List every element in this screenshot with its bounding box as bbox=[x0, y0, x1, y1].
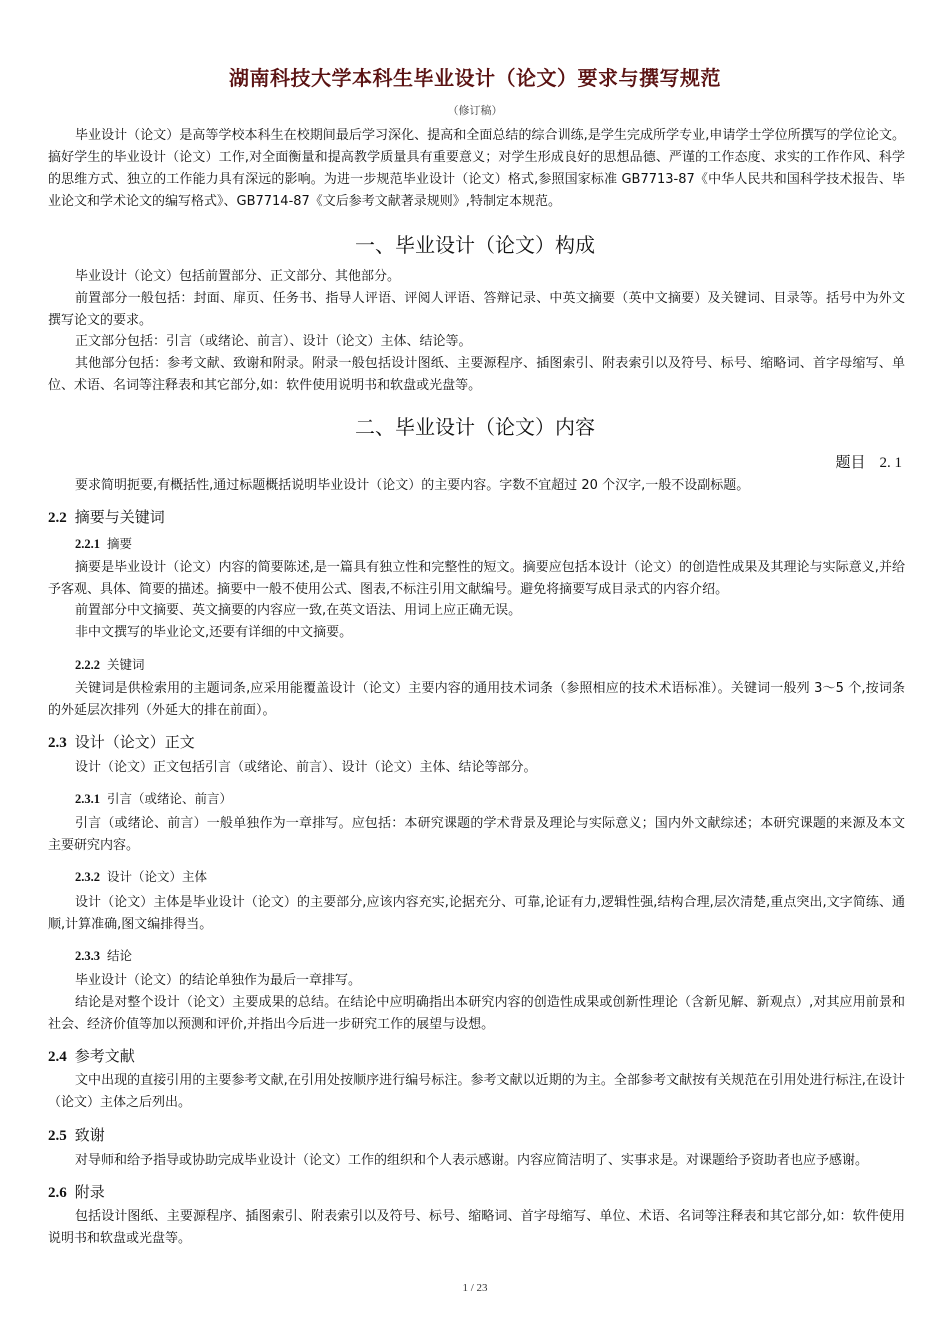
section-1-paragraph-4: 其他部分包括：参考文献、致谢和附录。附录一般包括设计图纸、主要源程序、插图索引、附表索引以及符号、标号、缩略词、首字母缩写、单位、术语、名词等注释表和其它部分,如：软件使用说明书和软盘或光盘等。 bbox=[48, 356, 905, 393]
keywords-paragraph: 关键词是供检索用的主题词条,应采用能覆盖设计（论文）主要内容的通用技术词条（参照相应的技术术语标准）。关键词一般列 3～5 个,按词条的外延层次排列（外延大的排在前面）。 bbox=[48, 681, 905, 718]
section-1-heading: 一、毕业设计（论文）构成 bbox=[355, 233, 595, 257]
section-1-paragraph-1: 毕业设计（论文）包括前置部分、正文部分、其他部分。 bbox=[75, 269, 401, 284]
document-subtitle: （修订稿） bbox=[447, 104, 503, 117]
heading-2-3: 2.3 设计（论文）正文 bbox=[48, 733, 195, 751]
heading-2-5: 2.5 致谢 bbox=[48, 1126, 105, 1144]
heading-2-2-2: 2.2.2 关键词 bbox=[75, 657, 145, 672]
heading-2-2: 2.2 摘要与关键词 bbox=[48, 508, 165, 526]
heading-2-4: 2.4 参考文献 bbox=[48, 1047, 135, 1065]
abstract-paragraph-1: 摘要是毕业设计（论文）内容的简要陈述,是一篇具有独立性和完整性的短文。摘要应包括本设计（论文）的创造性成果及其理论与实际意义,并给予客观、具体、简要的描述。摘要中一般不使用公式、图表,不标注引用文献编号。避免将摘要写成目录式的内容介绍。 bbox=[48, 560, 905, 597]
heading-2-3-1: 2.3.1 引言（或绪论、前言） bbox=[75, 791, 233, 806]
topic-number: 2. 1 bbox=[879, 455, 902, 471]
heading-2-3-3: 2.3.3 结论 bbox=[75, 948, 133, 963]
acknowledgement-paragraph: 对导师和给予指导或协助完成毕业设计（论文）工作的组织和个人表示感谢。内容应简洁明了、实事求是。对课题给予资助者也应予感谢。 bbox=[75, 1153, 869, 1168]
introduction-paragraph: 引言（或绪论、前言）一般单独作为一章排写。应包括：本研究课题的学术背景及理论与实际意义；国内外文献综述；本研究课题的来源及本文主要研究内容。 bbox=[48, 816, 905, 853]
topic-paragraph: 要求简明扼要,有概括性,通过标题概括说明毕业设计（论文）的主要内容。字数不宜超过 20 个汉字,一般不设副标题。 bbox=[75, 478, 750, 493]
section-1-paragraph-2: 前置部分一般包括：封面、扉页、任务书、指导人评语、评阅人评语、答辩记录、中英文摘要（英中文摘要）及关键词、目录等。括号中为外文撰写论文的要求。 bbox=[48, 291, 905, 328]
topic-label: 题目 bbox=[835, 453, 866, 471]
main-body-paragraph: 设计（论文）主体是毕业设计（论文）的主要部分,应该内容充实,论据充分、可靠,论证有力,逻辑性强,结构合理,层次清楚,重点突出,文字简练、通顺,计算准确,图文编排得当。 bbox=[48, 895, 905, 932]
conclusion-paragraph-1: 毕业设计（论文）的结论单独作为最后一章排写。 bbox=[75, 973, 362, 988]
section-2-heading: 二、毕业设计（论文）内容 bbox=[355, 415, 595, 439]
page-number: 1 / 23 bbox=[462, 1282, 488, 1294]
abstract-paragraph-3: 非中文撰写的毕业论文,还要有详细的中文摘要。 bbox=[75, 625, 353, 640]
topic-heading bbox=[835, 451, 902, 472]
section-1-paragraph-3: 正文部分包括：引言（或绪论、前言）、设计（论文）主体、结论等。 bbox=[75, 334, 472, 349]
heading-2-6: 2.6 附录 bbox=[48, 1183, 105, 1201]
appendix-paragraph: 包括设计图纸、主要源程序、插图索引、附表索引以及符号、标号、缩略词、首字母缩写、单位、术语、名词等注释表和其它部分,如：软件使用说明书和软盘或光盘等。 bbox=[48, 1209, 905, 1246]
heading-2-3-2: 2.3.2 设计（论文）主体 bbox=[75, 869, 208, 884]
abstract-paragraph-2: 前置部分中文摘要、英文摘要的内容应一致,在英文语法、用词上应正确无误。 bbox=[75, 603, 522, 618]
heading-2-2-1: 2.2.1 摘要 bbox=[75, 536, 133, 551]
conclusion-paragraph-2: 结论是对整个设计（论文）主要成果的总结。在结论中应明确指出本研究内容的创造性成果或创新性理论（含新见解、新观点）,对其应用前景和社会、经济价值等加以预测和评价,并指出今后进一步研究工作的展望与设想。 bbox=[48, 995, 905, 1032]
body-intro-paragraph: 设计（论文）正文包括引言（或绪论、前言）、设计（论文）主体、结论等部分。 bbox=[75, 760, 537, 775]
intro-paragraph: 毕业设计（论文）是高等学校本科生在校期间最后学习深化、提高和全面总结的综合训练,是学生完成所学专业,申请学士学位所撰写的学位论文。搞好学生的毕业设计（论文）工作,对全面衡量和提高教学质量具有重要意义；对学生形成良好的思想品德、严谨的工作态度、求实的工作作风、科学的思维方式、独立的工作能力具有深远的影响。为进一步规范毕业设计（论文）格式,参照国家标准 GB7713-87《中华人民共和国科学技术报告、毕业论文和学术论文的编写格式》、GB7714-87《文后参考文献著录规则》,特制定本规范。 bbox=[48, 128, 905, 209]
references-paragraph: 文中出现的直接引用的主要参考文献,在引用处按顺序进行编号标注。参考文献以近期的为主。全部参考文献按有关规范在引用处进行标注,在设计（论文）主体之后列出。 bbox=[48, 1073, 905, 1110]
document-title: 湖南科技大学本科生毕业设计（论文）要求与撰写规范 bbox=[229, 66, 721, 90]
